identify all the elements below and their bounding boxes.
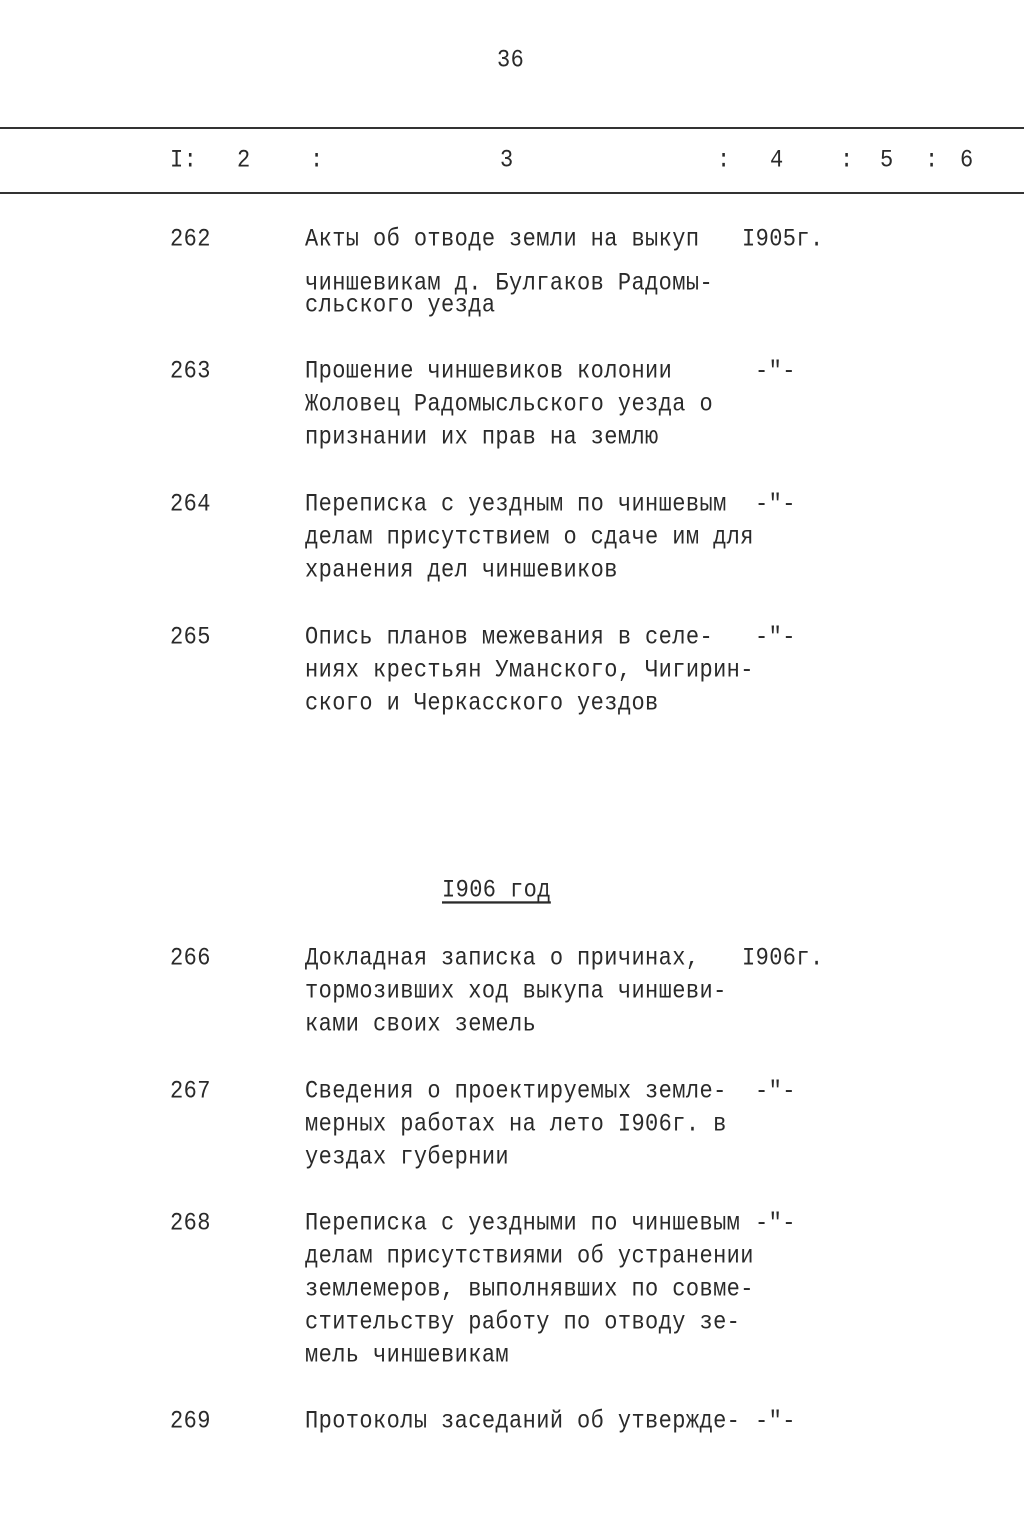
column-header-cell: : [717,146,731,175]
entry-number: 268 [170,1209,211,1238]
entry-title-line: стительству работу по отводу зе- [305,1308,741,1337]
header-top-rule [0,127,1024,129]
entry-number: 267 [170,1077,211,1106]
entry-title-line: землемеров, выполнявших по совме- [305,1275,754,1304]
entry-title-line: Жоловец Радомысльского уезда о [305,390,714,419]
entry-number: 265 [170,623,211,652]
entry-number: 266 [170,944,211,973]
entry-title-line: Акты об отводе земли на выкуп [305,225,700,254]
entry-title-line: хранения дел чиншевиков [305,556,618,585]
entry-number: 262 [170,225,211,254]
entry-title-line: Протоколы заседаний об утвержде- [305,1407,741,1436]
entry-date: -"- [755,1407,796,1436]
page-number: 36 [497,46,525,75]
entry-number: 263 [170,357,211,386]
column-header-cell: : [310,146,324,175]
entry-title-line: ского и Черкасского уездов [305,689,659,718]
column-header-cell: 6 [960,146,974,175]
entry-title-line: Переписка с уездными по чиншевым [305,1209,741,1238]
entry-title-line: уездах губернии [305,1143,510,1172]
column-header-cell: I: [170,146,198,175]
entry-title-line: делам присутствиями об устранении [305,1242,754,1271]
column-header-cell: : [840,146,854,175]
entry-date: I905г. [742,225,824,254]
entry-date: I906г. [742,944,824,973]
entry-title-line: мерных работах на лето I906г. в [305,1110,727,1139]
entry-title-line: ками своих земель [305,1010,537,1039]
entry-number: 269 [170,1407,211,1436]
entry-title-line: мель чиншевикам [305,1341,510,1370]
column-header-cell: : [925,146,939,175]
entry-title-line: Сведения о проектируемых земле- [305,1077,727,1106]
entry-date: -"- [755,490,796,519]
entry-title-line: тормозивших ход выкупа чиншеви- [305,977,727,1006]
entry-date: -"- [755,1077,796,1106]
entry-date: -"- [755,623,796,652]
entry-title-line: Докладная записка о причинах, [305,944,700,973]
entry-title-line: Опись планов межевания в селе- [305,623,714,652]
section-heading: I906 год [442,876,551,905]
entry-title-line: Прошение чиншевиков колонии [305,357,673,386]
entry-date: -"- [755,357,796,386]
entry-title-line: ниях крестьян Уманского, Чигирин- [305,656,754,685]
entry-title-line: чиншевикам д. Булгаков Радомы- [305,269,714,298]
column-header-cell: 4 [770,146,784,175]
column-header-cell: 2 [237,146,251,175]
entry-number: 264 [170,490,211,519]
entry-title-line: делам присутствием о сдаче им для [305,523,754,552]
header-bottom-rule [0,192,1024,194]
column-header-cell: 3 [500,146,514,175]
entry-title-line: признании их прав на землю [305,423,659,452]
entry-title-line: сльского уезда [305,291,496,320]
column-header-cell: 5 [880,146,894,175]
entry-title-line: Переписка с уездным по чиншевым [305,490,727,519]
entry-date: -"- [755,1209,796,1238]
